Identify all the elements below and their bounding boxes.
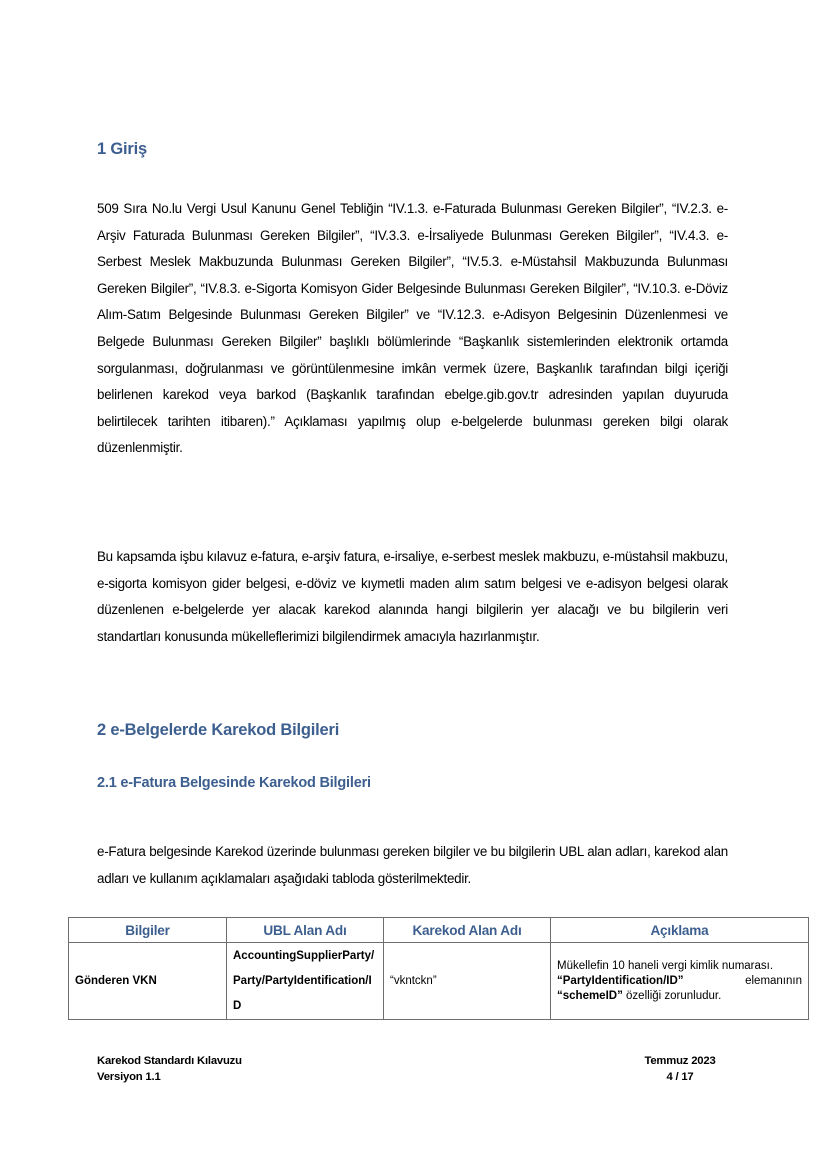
cell-bilgiler: Gönderen VKN: [69, 943, 227, 1020]
header-karekod-alan-adi: Karekod Alan Adı: [384, 918, 551, 943]
table-header-row: [69, 918, 809, 943]
footer-page-number: 4 / 17: [666, 1071, 694, 1083]
cell-ubl-alan-adi: AccountingSupplierParty/Party/PartyIdentification/ID: [227, 943, 384, 1020]
section-heading-giris: 1 Giriş: [97, 140, 147, 158]
header-ubl-alan-adi: UBL Alan Adı: [227, 918, 384, 943]
intro-paragraph-1: 509 Sıra No.lu Vergi Usul Kanunu Genel Tebliğin “IV.1.3. e-Faturada Bulunması Gereken Bilgiler”, “IV.2.3. e-Arşiv Faturada Bulunması Gereken Bilgiler”, “IV.3.3. e-İrsaliyede Bulunması Gereken Bilgiler”, “IV.4.3. e-Serbest Meslek Makbuzunda Bulunması Gereken Bilgiler”, “IV.5.3. e-Müstahsil Makbuzunda Bulunması Gereken Bilgiler”, “IV.8.3. e-Sigorta Komisyon Gider Belgesinde Bulunması Gereken Bilgiler”, “IV.10.3. e-Döviz Alım-Satım Belgesinde Bulunması Gereken Bilgiler” ve “IV.12.3. e-Adisyon Belgesinin Düzenlenmesi ve Belgede Bulunması Gereken Bilgiler” başlıklı bölümlerinde “Başkanlık sistemlerinden elektronik ortamda sorgulanması, doğrulanması ve görüntülenmesine imkân vermek üzere, Başkanlık tarafından bilgi içeriği belirlenen karekod veya barkod (Başkanlık tarafından ebelge.gib.gov.tr adresinden yapılan duyuruda belirtilecek tarihten itibaren).” Açıklaması yapılmış olup e-belgelerde bulunması gereken bilgi olarak düzenlenmiştir.: [97, 201, 728, 456]
karekod-table: [68, 917, 809, 1020]
section-heading-karekod-bilgileri: 2 e-Belgelerde Karekod Bilgileri: [97, 721, 340, 739]
cell-aciklama: [551, 943, 809, 1020]
aciklama-line-2: [557, 974, 802, 989]
table-row: [69, 943, 809, 1020]
aciklama-line-3: [557, 989, 802, 1004]
header-aciklama: Açıklama: [551, 918, 809, 943]
intro-paragraph-2: Bu kapsamda işbu kılavuz e-fatura, e-arşiv fatura, e-irsaliye, e-serbest meslek makbuzu, e-müstahsil makbuzu, e-sigorta komisyon gider belgesi, e-döviz ve kıymetli maden alım satım belgesi ve e-adisyon belgesi olarak düzenlenen e-belgelerde yer alacak karekod alanında hangi bilgilerin yer alacağı ve bu bilgilerin veri standartları konusunda mükelleflerimizi bilgilendirmek amacıyla hazırlanmıştır.: [97, 549, 728, 644]
cell-karekod-alan-adi: “vkntckn”: [384, 943, 551, 1020]
e-fatura-paragraph: e-Fatura belgesinde Karekod üzerinde bulunması gereken bilgiler ve bu bilgilerin UBL alan adları, karekod alan adları ve kullanım açıklamaları aşağıdaki tabloda gösterilmektedir.: [97, 844, 728, 886]
aciklama-bold-party-identification: “PartyIdentification/ID”: [557, 974, 684, 987]
aciklama-elemaninin: elemanının: [745, 974, 802, 987]
header-bilgiler: Bilgiler: [69, 918, 227, 943]
aciklama-line-1: Mükellefin 10 haneli vergi kimlik numarası.: [557, 959, 774, 972]
aciklama-zorunludur: özelliği zorunludur.: [622, 989, 722, 1002]
subsection-heading-e-fatura: 2.1 e-Fatura Belgesinde Karekod Bilgileri: [97, 775, 371, 791]
aciklama-bold-scheme-id: “schemeID”: [557, 989, 623, 1002]
footer-right: [620, 1053, 740, 1085]
footer-left: [97, 1053, 242, 1085]
footer-version: Versiyon 1.1: [97, 1071, 161, 1083]
footer-date: Temmuz 2023: [644, 1055, 716, 1067]
footer-document-title: Karekod Standardı Kılavuzu: [97, 1055, 242, 1067]
